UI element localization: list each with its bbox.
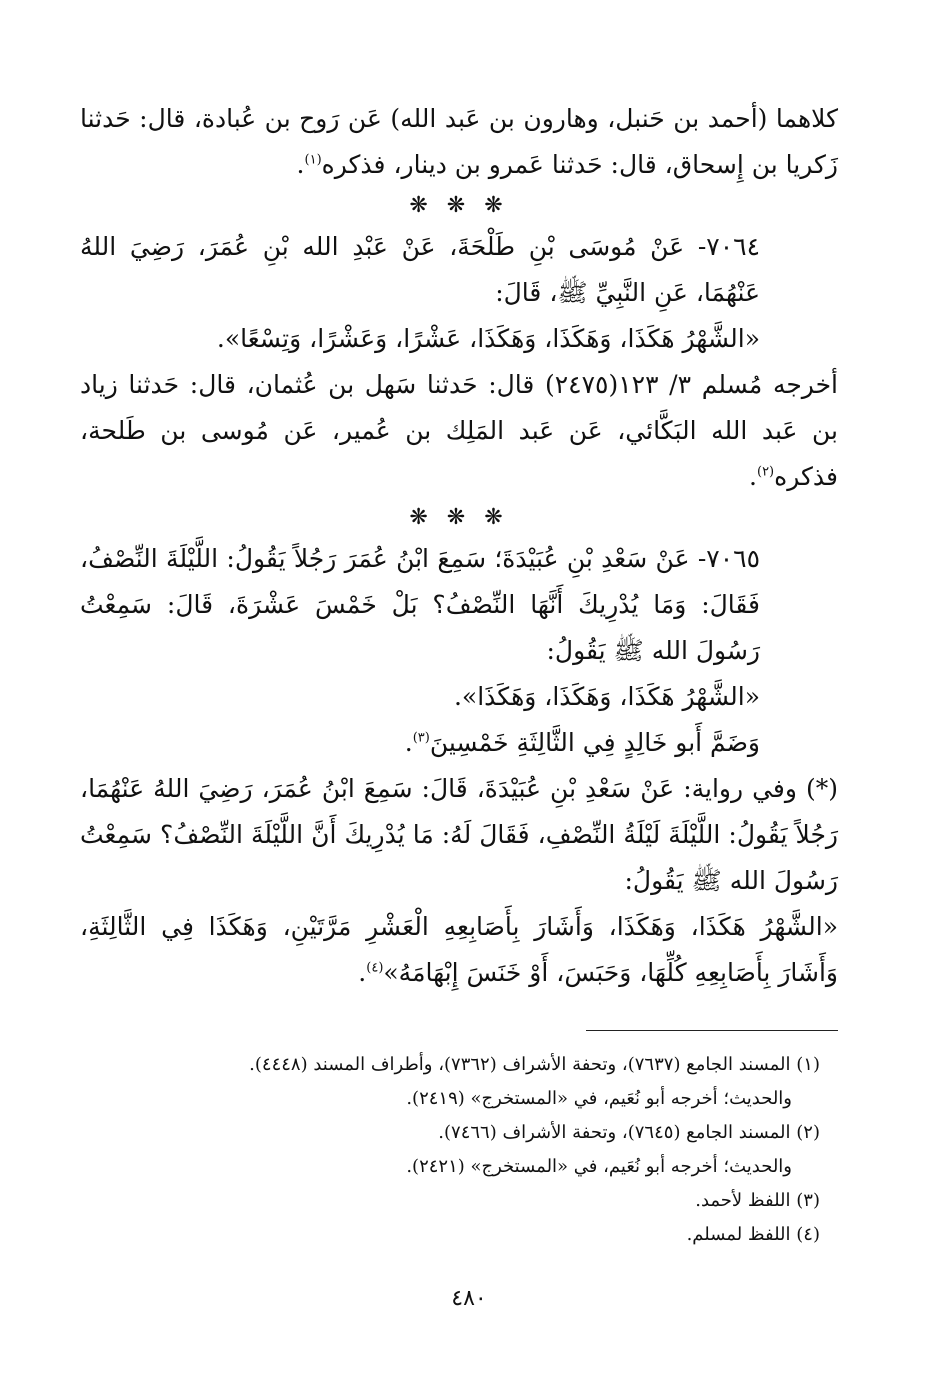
footnote-ref[interactable]: (٤) <box>366 960 384 976</box>
paragraph-text: «الشَّهْرُ هَكَذَا، وَهَكَذَا، وَأَشَارَ بِأَصَابِعِهِ الْعَشْرِ مَرَّتَيْنِ، وَهَكَذَا فِي الثَّالِثَةِ، وَأَشَارَ بِأَصَابِعِهِ كُلِّهَا، وَحَبَسَ، أَوْ خَنَسَ إِبْهَامَهُ» <box>80 912 838 987</box>
main-text <box>80 96 838 996</box>
riwaya-paragraph: (*) وفي رواية: عَنْ سَعْدِ بْنِ عُبَيْدَةَ، قَالَ: سَمِعَ ابْنُ عُمَرَ، رَضِيَ اللهُ عَنْهُمَا، رَجُلاً يَقُولُ: اللَّيْلَةَ لَيْلَةُ النِّصْفِ، فَقَالَ لَهُ: مَا يُدْرِيكَ أَنَّ اللَّيْلَةَ النِّصْفُ؟ سَمِعْتُ رَسُولَ الله ﷺ يَقُولُ: <box>80 774 838 895</box>
period: . <box>749 462 757 491</box>
hadith-7065-matn: «الشَّهْرُ هَكَذَا، وَهَكَذَا، وَهَكَذَا». <box>453 682 760 711</box>
separator: ❋ ❋ ❋ <box>409 193 509 218</box>
period: . <box>358 958 367 987</box>
footnote: (٤) اللفظ لمسلم. <box>686 1224 820 1245</box>
page-number: ٤٨٠ <box>451 1286 487 1311</box>
footnotes <box>120 1048 820 1252</box>
footnote-continuation: والحديث؛ أخرجه أبو نُعَيم، في «المستخرج» (٢٤١٩). <box>406 1088 792 1109</box>
paragraph-text: كلاهما (أحمد بن حَنبل، وهارون بن عَبد الله) عَن رَوح بن عُبادة، قال: حَدثنا زَكريا بن إِسحاق، قال: حَدثنا عَمرو بن دينار، فذكره <box>80 104 838 179</box>
period: . <box>404 728 413 757</box>
footnote-divider <box>586 1030 838 1031</box>
paragraph-text: وَضَمَّ أَبو خَالِدٍ فِي الثَّالِثَةِ خَمْسِينَ <box>429 728 760 757</box>
riwaya-matn <box>80 904 838 996</box>
period: . <box>296 150 305 179</box>
footnote-continuation: والحديث؛ أخرجه أبو نُعَيم، في «المستخرج» (٢٤٢١). <box>406 1156 792 1177</box>
footnote: (٢) المسند الجامع (٧٦٤٥)، وتحفة الأشراف (٧٤٦٦). <box>438 1122 820 1143</box>
hadith-7065: ٧٠٦٥- عَنْ سَعْدِ بْنِ عُبَيْدَةَ؛ سَمِعَ ابْنُ عُمَرَ رَجُلاً يَقُولُ: اللَّيْلَةَ النِّصْفُ، فَقَالَ: وَمَا يُدْرِيكَ أَنَّهَا النِّصْفُ؟ بَلْ خَمْسَ عَشْرَةَ، قَالَ: سَمِعْتُ رَسُولَ الله ﷺ يَقُولُ: <box>80 544 760 665</box>
footnote: (١) المسند الجامع (٧٦٣٧)، وتحفة الأشراف (٧٣٦٢)، وأطراف المسند (٤٤٤٨). <box>249 1054 820 1075</box>
footnote-ref[interactable]: (٣) <box>412 730 430 746</box>
footnote: (٣) اللفظ لأحمد. <box>695 1190 820 1211</box>
paragraph-chain-1 <box>80 96 838 188</box>
paragraph-chain-2 <box>80 362 838 500</box>
paragraph-text: أخرجه مُسلم ٣/ ١٢٣(٢٤٧٥) قال: حَدثنا سَهل بن عُثمان، قال: حَدثنا زياد بن عَبد الله البَكَّائي، عَن عَبد المَلِك بن عُمير، عَن مُوسى بن طَلحة، فذكره <box>80 370 838 491</box>
hadith-7064: ٧٠٦٤- عَنْ مُوسَى بْنِ طَلْحَةَ، عَنْ عَبْدِ الله بْنِ عُمَرَ، رَضِيَ اللهُ عَنْهُمَا، عَنِ النَّبِيِّ ﷺ، قَالَ: <box>80 232 760 307</box>
separator: ❋ ❋ ❋ <box>409 505 509 530</box>
hadith-7065-note <box>80 720 838 766</box>
footnote-ref[interactable]: (٢) <box>756 464 775 480</box>
footnote-ref[interactable]: (١) <box>304 152 322 168</box>
hadith-7064-matn: «الشَّهْرُ هَكَذَا، وَهَكَذَا، وَهَكَذَا، عَشْرًا، وَعَشْرًا، وَتِسْعًا». <box>216 324 760 353</box>
